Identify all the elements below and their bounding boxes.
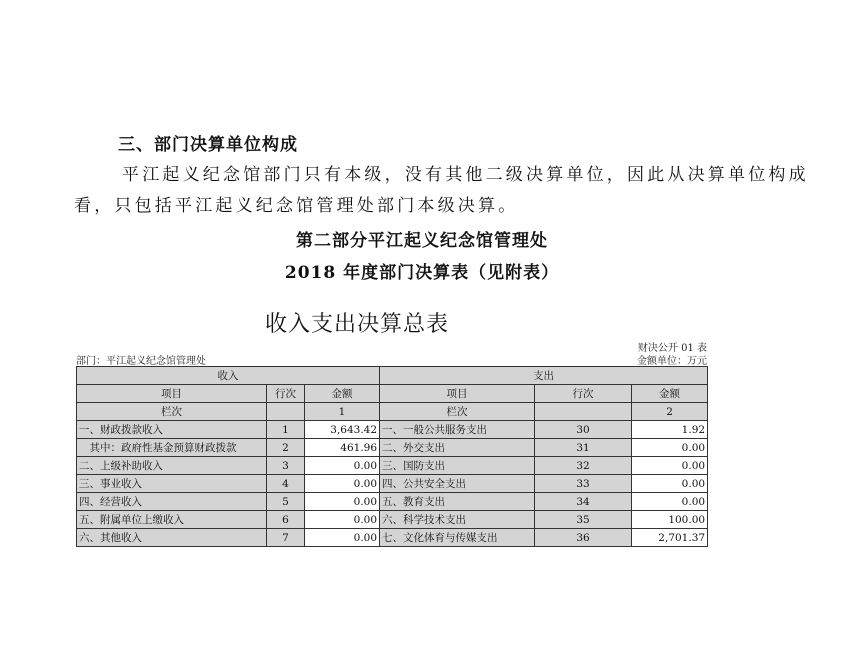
table-row [77, 493, 708, 511]
income-amount: 461.96 [305, 439, 380, 457]
expense-item: 二、外交支出 [380, 439, 535, 457]
paragraph-line-1: 平江起义纪念馆部门只有本级，没有其他二级决算单位，因此从决算单位构成 [122, 165, 809, 185]
expense-amount: 0.00 [632, 475, 708, 493]
expense-lanci-empty [535, 403, 632, 421]
income-amount: 0.00 [305, 529, 380, 547]
expense-row-no: 36 [535, 529, 632, 547]
income-row-no: 6 [267, 511, 305, 529]
income-row-no: 4 [267, 475, 305, 493]
income-lanci-label: 栏次 [77, 403, 267, 421]
table-title: 收入支出决算总表 [265, 312, 450, 337]
expense-amount: 0.00 [632, 457, 708, 475]
income-amount: 0.00 [305, 475, 380, 493]
income-row-no: 2 [267, 439, 305, 457]
expense-item: 四、公共安全支出 [380, 475, 535, 493]
expense-item-header: 项目 [380, 385, 535, 403]
income-expense-table [76, 366, 708, 547]
table-row [77, 475, 708, 493]
table-row [77, 421, 708, 439]
income-amount: 3,643.42 [305, 421, 380, 439]
expense-row-no: 30 [535, 421, 632, 439]
expense-row-no: 34 [535, 493, 632, 511]
expense-amount: 0.00 [632, 439, 708, 457]
expense-item: 六、科学技术支出 [380, 511, 535, 529]
expense-row-no: 31 [535, 439, 632, 457]
expense-item: 五、教育支出 [380, 493, 535, 511]
expense-amount: 1.92 [632, 421, 708, 439]
unit-label: 金额单位：万元 [637, 356, 707, 367]
income-item: 其中：政府性基金预算财政拨款 [77, 439, 267, 457]
expense-row-no: 32 [535, 457, 632, 475]
income-amount: 0.00 [305, 511, 380, 529]
table-row [77, 457, 708, 475]
expense-row-header: 行次 [535, 385, 632, 403]
income-amount: 0.00 [305, 457, 380, 475]
table-lanci-row [77, 403, 708, 421]
income-row-no: 5 [267, 493, 305, 511]
income-item: 五、附属单位上缴收入 [77, 511, 267, 529]
income-item: 一、财政拨款收入 [77, 421, 267, 439]
form-number: 财决公开 01 表 [637, 343, 707, 354]
income-col-number: 1 [305, 403, 380, 421]
expense-amount: 100.00 [632, 511, 708, 529]
income-row-no: 7 [267, 529, 305, 547]
table-row [77, 439, 708, 457]
income-item-header: 项目 [77, 385, 267, 403]
income-amount: 0.00 [305, 493, 380, 511]
expense-item: 三、国防支出 [380, 457, 535, 475]
income-row-header: 行次 [267, 385, 305, 403]
expense-row-no: 33 [535, 475, 632, 493]
table-row [77, 529, 708, 547]
paragraph-line-2: 看，只包括平江起义纪念馆管理处部门本级决算。 [74, 196, 519, 216]
part-subtitle: 2018 年度部门决算表（见附表） [284, 263, 560, 283]
department-label: 部门：平江起义纪念馆管理处 [76, 356, 206, 367]
expense-row-no: 35 [535, 511, 632, 529]
expense-header: 支出 [380, 367, 708, 385]
expense-item: 七、文化体育与传媒支出 [380, 529, 535, 547]
table-row [77, 511, 708, 529]
expense-item: 一、一般公共服务支出 [380, 421, 535, 439]
income-item: 四、经营收入 [77, 493, 267, 511]
income-row-no: 1 [267, 421, 305, 439]
expense-amount-header: 金额 [632, 385, 708, 403]
part-title: 第二部分平江起义纪念馆管理处 [296, 231, 548, 251]
income-item: 六、其他收入 [77, 529, 267, 547]
income-amount-header: 金额 [305, 385, 380, 403]
section-heading: 三、部门决算单位构成 [118, 135, 298, 155]
expense-col-number: 2 [632, 403, 708, 421]
income-lanci-empty [267, 403, 305, 421]
income-header: 收入 [77, 367, 380, 385]
expense-amount: 2,701.37 [632, 529, 708, 547]
table-group-header [77, 367, 708, 385]
table-column-header [77, 385, 708, 403]
income-item: 二、上级补助收入 [77, 457, 267, 475]
income-row-no: 3 [267, 457, 305, 475]
expense-lanci-label: 栏次 [380, 403, 535, 421]
income-item: 三、事业收入 [77, 475, 267, 493]
expense-amount: 0.00 [632, 493, 708, 511]
